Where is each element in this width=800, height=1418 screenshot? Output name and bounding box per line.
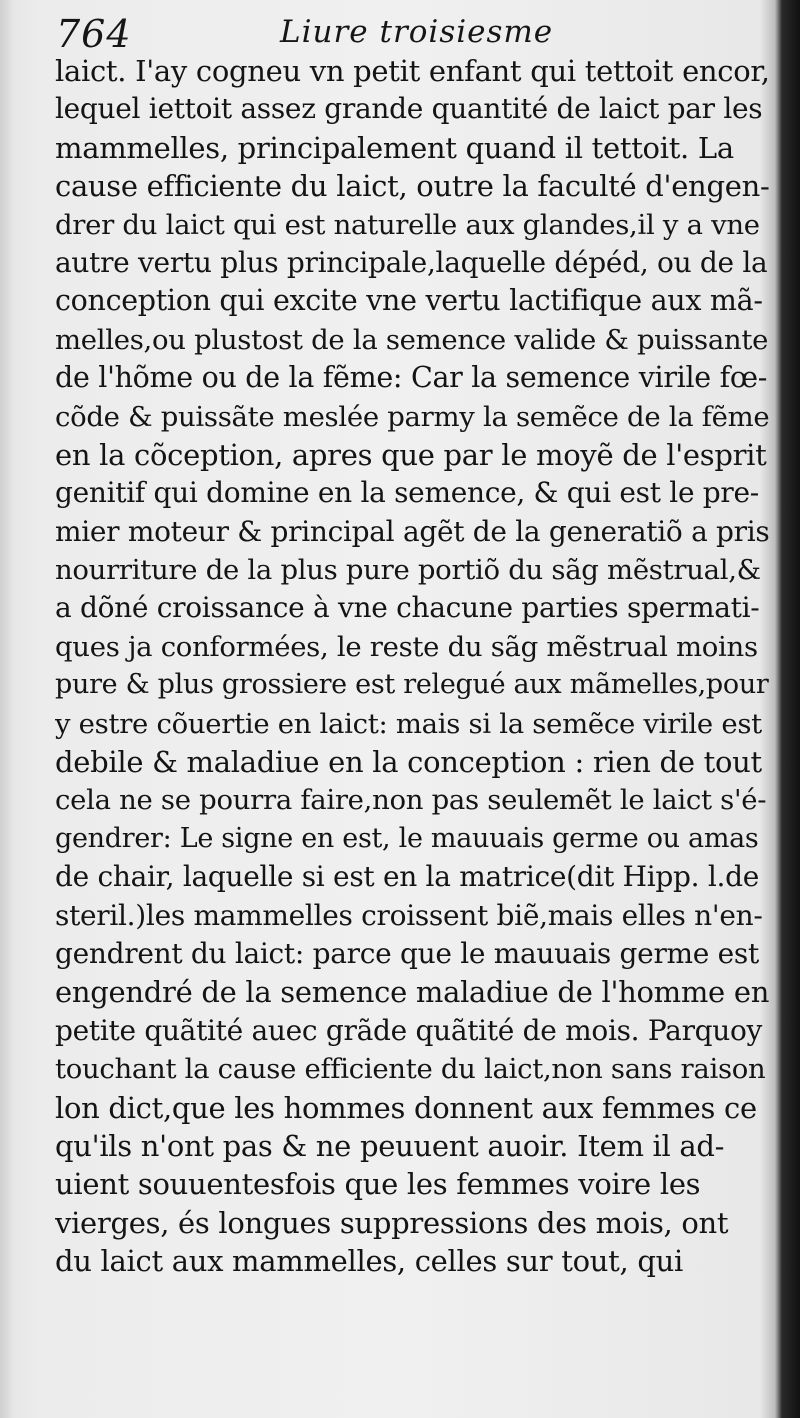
text-line: debile & maladiue en la conception : rien de tout — [55, 745, 762, 780]
text-line: lon dict,que les hommes donnent aux femmes ce — [55, 1090, 757, 1125]
text-line: cause efficiente du laict, outre la faculté d'engen- — [55, 169, 770, 204]
page-number: 764 — [56, 12, 132, 56]
text-line: gendrent du laict: parce que le mauuais germe est — [55, 936, 759, 970]
text-line: de chair, laquelle si est en la matrice(dit Hipp. l.de — [55, 860, 760, 894]
body-text — [55, 52, 770, 1281]
text-line: en la cõception, apres que par le moyẽ de l'esprit — [55, 437, 767, 472]
text-line: vierges, és longues suppressions des mois, ont — [55, 1205, 729, 1240]
text-line: ques ja conformées, le reste du sãg mẽstrual moins — [55, 630, 758, 663]
text-line: mammelles, principalement quand il tettoit. La — [55, 130, 734, 165]
text-line: de l'hõme ou de la fẽme: Car la semence virile fœ- — [55, 361, 768, 395]
text-line: y estre cõuertie en laict: mais si la semẽce virile est — [55, 707, 762, 740]
text-line: nourriture de la plus pure portiõ du sãg mẽstrual,& — [55, 554, 761, 587]
text-line: mier moteur & principal agẽt de la generatiõ a pris — [55, 514, 770, 548]
text-line: pure & plus grossiere est relegué aux mãmelles,pour — [55, 669, 769, 701]
text-line: steril.)les mammelles croissent biẽ,mais elles n'en- — [55, 898, 763, 932]
running-head: Liure troisiesme — [280, 14, 554, 50]
text-line: gendrer: Le signe en est, le mauuais germe ou amas — [55, 822, 759, 854]
text-line: du laict aux mammelles, celles sur tout, qui — [55, 1244, 683, 1279]
text-line: cõde & puissãte meslée parmy la semẽce de la fẽme — [55, 400, 770, 433]
text-line: autre vertu plus principale,laquelle dépéd, ou de la — [55, 245, 768, 279]
text-line: conception qui excite vne vertu lactifique aux mã- — [55, 284, 763, 318]
text-line: petite quãtité auec grãde quãtité de mois. Parquoy — [55, 1013, 763, 1047]
text-line: a dõné croissance à vne chacune parties spermati- — [55, 591, 760, 625]
text-line: melles,ou plustost de la semence valide & puissante — [55, 323, 769, 356]
text-line: genitif qui domine en la semence, & qui est le pre- — [55, 476, 759, 510]
text-line: uient souuentesfois que les femmes voire les — [55, 1167, 701, 1202]
page-header — [50, 8, 750, 56]
text-line: laict. I'ay cogneu vn petit enfant qui tettoit encor, — [55, 54, 770, 88]
text-line: qu'ils n'ont pas & ne peuuent auoir. Item il ad- — [55, 1128, 725, 1163]
text-line: engendré de la semence maladiue de l'homme en — [55, 975, 770, 1010]
gutter-shadow — [0, 0, 14, 1418]
text-line: lequel iettoit assez grande quantité de laict par les — [55, 92, 763, 126]
text-line: drer du laict qui est naturelle aux glandes,il y a vne — [55, 208, 760, 241]
text-line: touchant la cause efficiente du laict,non sans raison — [55, 1053, 766, 1086]
text-line: cela ne se pourra faire,non pas seulemẽt le laict s'é- — [55, 784, 767, 817]
